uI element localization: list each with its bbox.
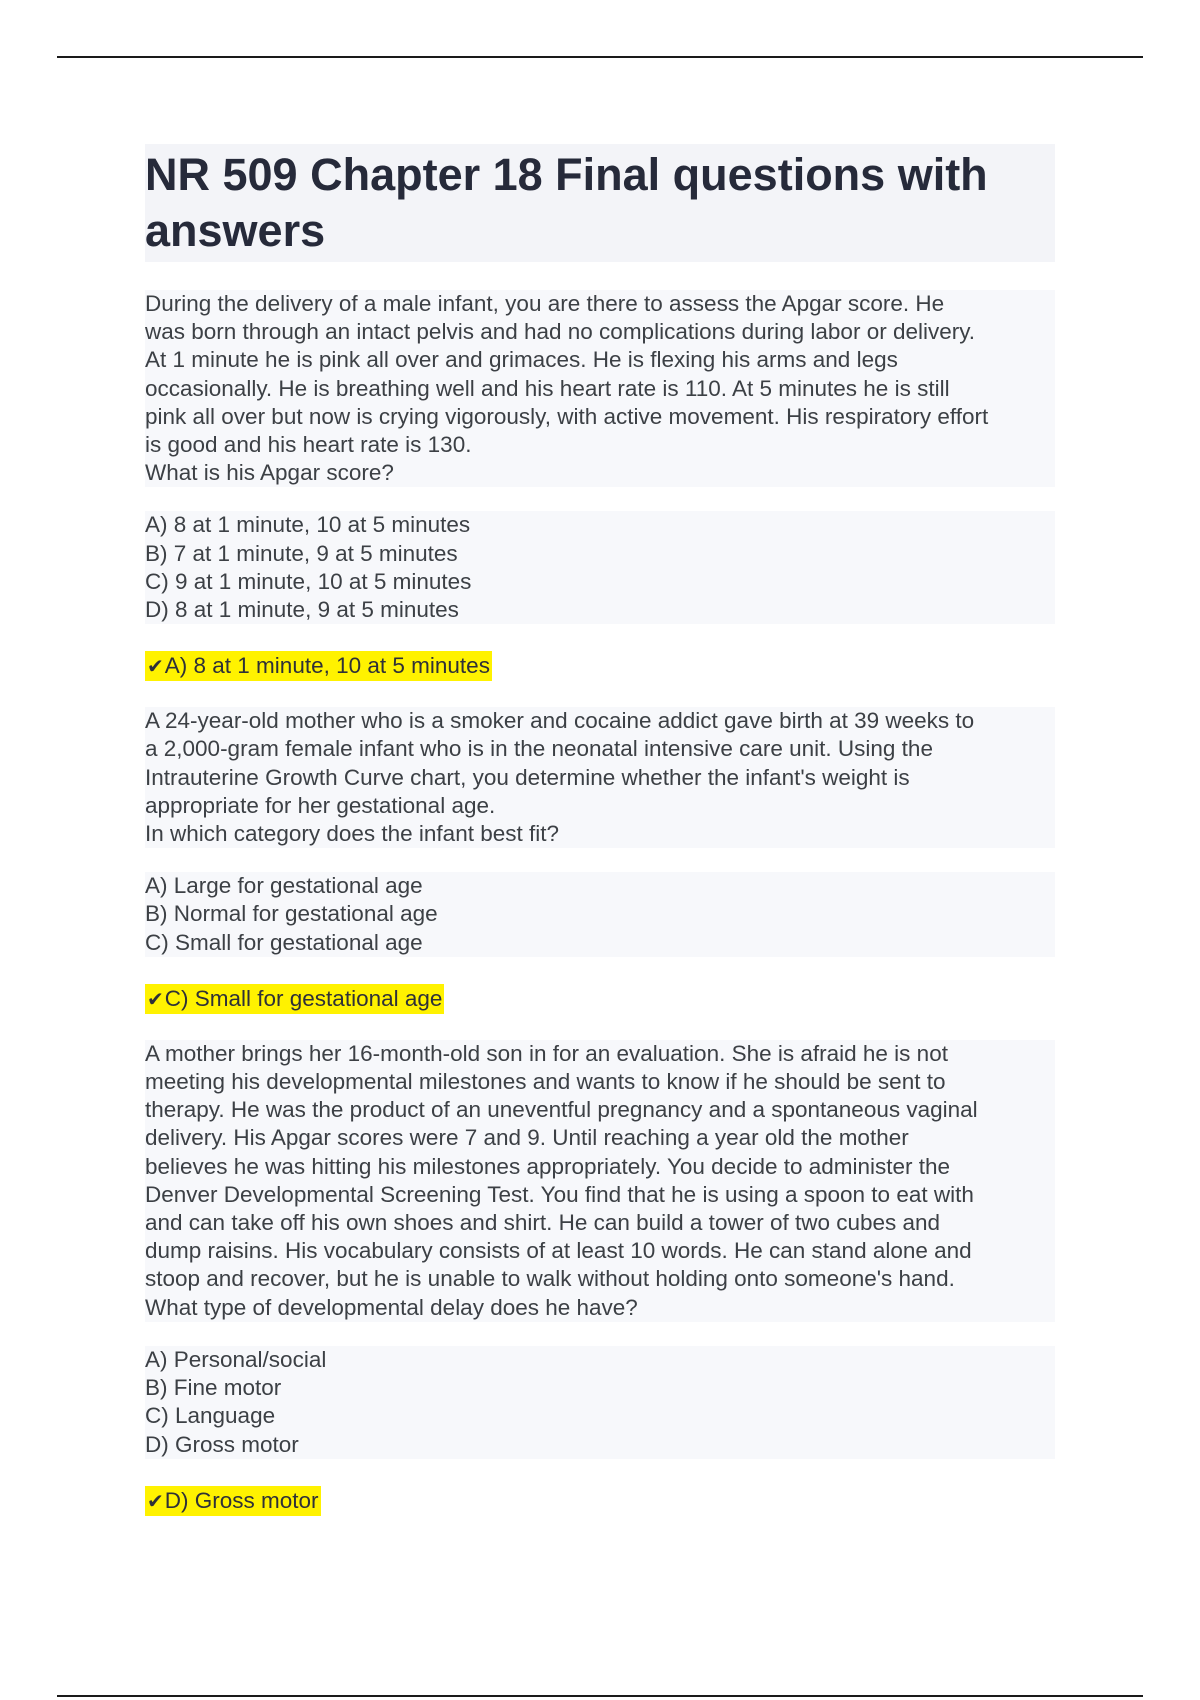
stem-line: a 2,000-gram female infant who is in the neonatal intensive care unit. Using the	[145, 736, 933, 762]
stem-line: occasionally. He is breathing well and his heart rate is 110. At 5 minutes he is still	[145, 375, 950, 401]
question-2-answer	[145, 984, 444, 1014]
option-c	[145, 1402, 1055, 1430]
option-c	[145, 929, 1055, 957]
option-b	[145, 540, 1055, 568]
question-3-options	[145, 1346, 1055, 1459]
question-1-stem	[145, 290, 1055, 487]
checkmark-icon: ✔	[147, 654, 164, 679]
option-d	[145, 596, 1055, 624]
document-body	[145, 144, 1055, 1516]
question-2	[145, 707, 1055, 1014]
option-d	[145, 1431, 1055, 1459]
checkmark-icon: ✔	[147, 1488, 164, 1513]
stem-line: therapy. He was the product of an uneventful pregnancy and a spontaneous vaginal	[145, 1097, 978, 1123]
option-text: C) Language	[145, 1403, 276, 1429]
option-text: A) Large for gestational age	[145, 873, 423, 899]
answer-text: D) Gross motor	[164, 1487, 319, 1513]
document-title: NR 509 Chapter 18 Final questions with answers	[145, 144, 1055, 262]
option-text: A) Personal/social	[145, 1346, 327, 1372]
question-1-prompt: What is his Apgar score?	[145, 460, 394, 486]
stem-line: believes he was hitting his milestones appropriately. You decide to administer the	[145, 1153, 951, 1179]
top-rule	[57, 56, 1143, 58]
option-a	[145, 511, 1055, 539]
stem-line: Denver Developmental Screening Test. You find that he is using a spoon to eat with	[145, 1181, 974, 1207]
question-3-prompt: What type of developmental delay does he have?	[145, 1294, 638, 1320]
stem-line: delivery. His Apgar scores were 7 and 9. Until reaching a year old the mother	[145, 1125, 909, 1151]
option-a	[145, 872, 1055, 900]
question-3-stem	[145, 1040, 1055, 1322]
stem-line: appropriate for her gestational age.	[145, 792, 496, 818]
stem-line: Intrauterine Growth Curve chart, you determine whether the infant's weight is	[145, 764, 910, 790]
question-1-options	[145, 511, 1055, 624]
option-text: B) Normal for gestational age	[145, 901, 438, 927]
stem-line: was born through an intact pelvis and had no complications during labor or delivery.	[145, 319, 976, 345]
stem-line: During the delivery of a male infant, you are there to assess the Apgar score. He	[145, 291, 945, 316]
checkmark-icon: ✔	[147, 986, 164, 1011]
option-text: D) 8 at 1 minute, 9 at 5 minutes	[145, 597, 459, 623]
stem-line: A mother brings her 16-month-old son in for an evaluation. She is afraid he is not	[145, 1040, 948, 1066]
option-text: C) 9 at 1 minute, 10 at 5 minutes	[145, 568, 472, 594]
stem-line: meeting his developmental milestones and wants to know if he should be sent to	[145, 1069, 946, 1095]
option-b	[145, 900, 1055, 928]
option-c	[145, 568, 1055, 596]
answer-text: C) Small for gestational age	[164, 985, 443, 1011]
stem-line: is good and his heart rate is 130.	[145, 432, 472, 458]
question-3-answer	[145, 1486, 321, 1516]
stem-line: and can take off his own shoes and shirt. He can build a tower of two cubes and	[145, 1210, 941, 1236]
option-text: D) Gross motor	[145, 1431, 299, 1457]
answer-text: A) 8 at 1 minute, 10 at 5 minutes	[164, 653, 490, 679]
question-2-stem	[145, 707, 1055, 848]
bottom-rule	[57, 1695, 1143, 1697]
stem-line: pink all over but now is crying vigorously, with active movement. His respiratory effort	[145, 403, 989, 429]
option-text: A) 8 at 1 minute, 10 at 5 minutes	[145, 512, 471, 538]
question-1	[145, 290, 1055, 681]
stem-line: dump raisins. His vocabulary consists of at least 10 words. He can stand alone and	[145, 1238, 972, 1264]
option-text: B) Fine motor	[145, 1375, 282, 1401]
question-3	[145, 1040, 1055, 1516]
option-text: B) 7 at 1 minute, 9 at 5 minutes	[145, 540, 458, 566]
stem-line: stoop and recover, but he is unable to walk without holding onto someone's hand.	[145, 1266, 955, 1292]
option-b	[145, 1374, 1055, 1402]
question-2-options	[145, 872, 1055, 957]
option-a	[145, 1346, 1055, 1374]
stem-line: At 1 minute he is pink all over and grimaces. He is flexing his arms and legs	[145, 347, 898, 373]
option-text: C) Small for gestational age	[145, 929, 423, 955]
question-2-prompt: In which category does the infant best fit?	[145, 821, 559, 847]
question-1-answer	[145, 651, 492, 681]
stem-line: A 24-year-old mother who is a smoker and cocaine addict gave birth at 39 weeks to	[145, 708, 975, 734]
